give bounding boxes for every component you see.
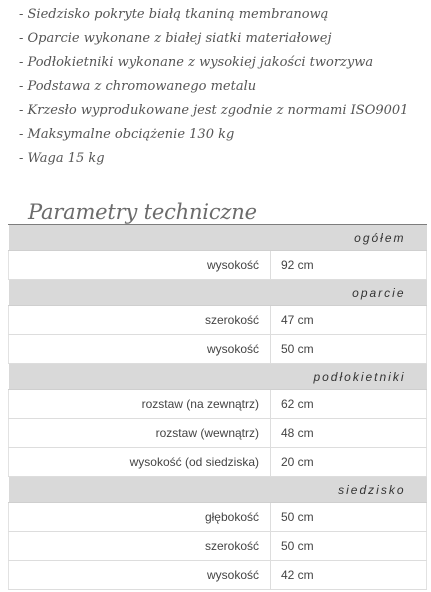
spec-row	[9, 335, 427, 364]
spec-row	[9, 251, 427, 280]
spec-row	[9, 532, 427, 561]
spec-group-name: oparcie	[9, 280, 427, 306]
spec-value: 47 cm	[271, 306, 427, 335]
spec-group-name: ogółem	[9, 225, 427, 251]
spec-row	[9, 306, 427, 335]
spec-value: 62 cm	[271, 390, 427, 419]
feature-item: - Waga 15 kg	[19, 151, 105, 166]
spec-value: 20 cm	[271, 448, 427, 477]
spec-group-header	[9, 364, 427, 390]
spec-row	[9, 561, 427, 590]
spec-label: wysokość (od siedziska)	[9, 448, 271, 477]
feature-item: - Maksymalne obciążenie 130 kg	[19, 127, 235, 142]
feature-item: - Oparcie wykonane z białej siatki materiałowej	[19, 31, 332, 46]
feature-list	[19, 5, 408, 173]
spec-group-header	[9, 280, 427, 306]
spec-row	[9, 503, 427, 532]
spec-row	[9, 419, 427, 448]
spec-value: 50 cm	[271, 532, 427, 561]
feature-item: - Podłokietniki wykonane z wysokiej jakości tworzywa	[19, 55, 374, 70]
section-title: Parametry techniczne	[28, 200, 257, 224]
spec-label: głębokość	[9, 503, 271, 532]
spec-group-header	[9, 477, 427, 503]
spec-label: szerokość	[9, 306, 271, 335]
spec-value: 48 cm	[271, 419, 427, 448]
spec-group-header	[9, 225, 427, 251]
spec-label: rozstaw (na zewnątrz)	[9, 390, 271, 419]
spec-value: 92 cm	[271, 251, 427, 280]
spec-label: rozstaw (wewnątrz)	[9, 419, 271, 448]
spec-value: 50 cm	[271, 335, 427, 364]
spec-label: wysokość	[9, 335, 271, 364]
feature-item: - Krzesło wyprodukowane jest zgodnie z normami ISO9001	[19, 103, 409, 118]
spec-value: 42 cm	[271, 561, 427, 590]
spec-table	[8, 225, 427, 590]
spec-row	[9, 448, 427, 477]
spec-group-name: podłokietniki	[9, 364, 427, 390]
spec-label: szerokość	[9, 532, 271, 561]
feature-item: - Siedzisko pokryte białą tkaniną membranową	[19, 7, 329, 22]
spec-group-name: siedzisko	[9, 477, 427, 503]
spec-row	[9, 390, 427, 419]
feature-item: - Podstawa z chromowanego metalu	[19, 79, 257, 94]
spec-label: wysokość	[9, 561, 271, 590]
spec-value: 50 cm	[271, 503, 427, 532]
spec-label: wysokość	[9, 251, 271, 280]
